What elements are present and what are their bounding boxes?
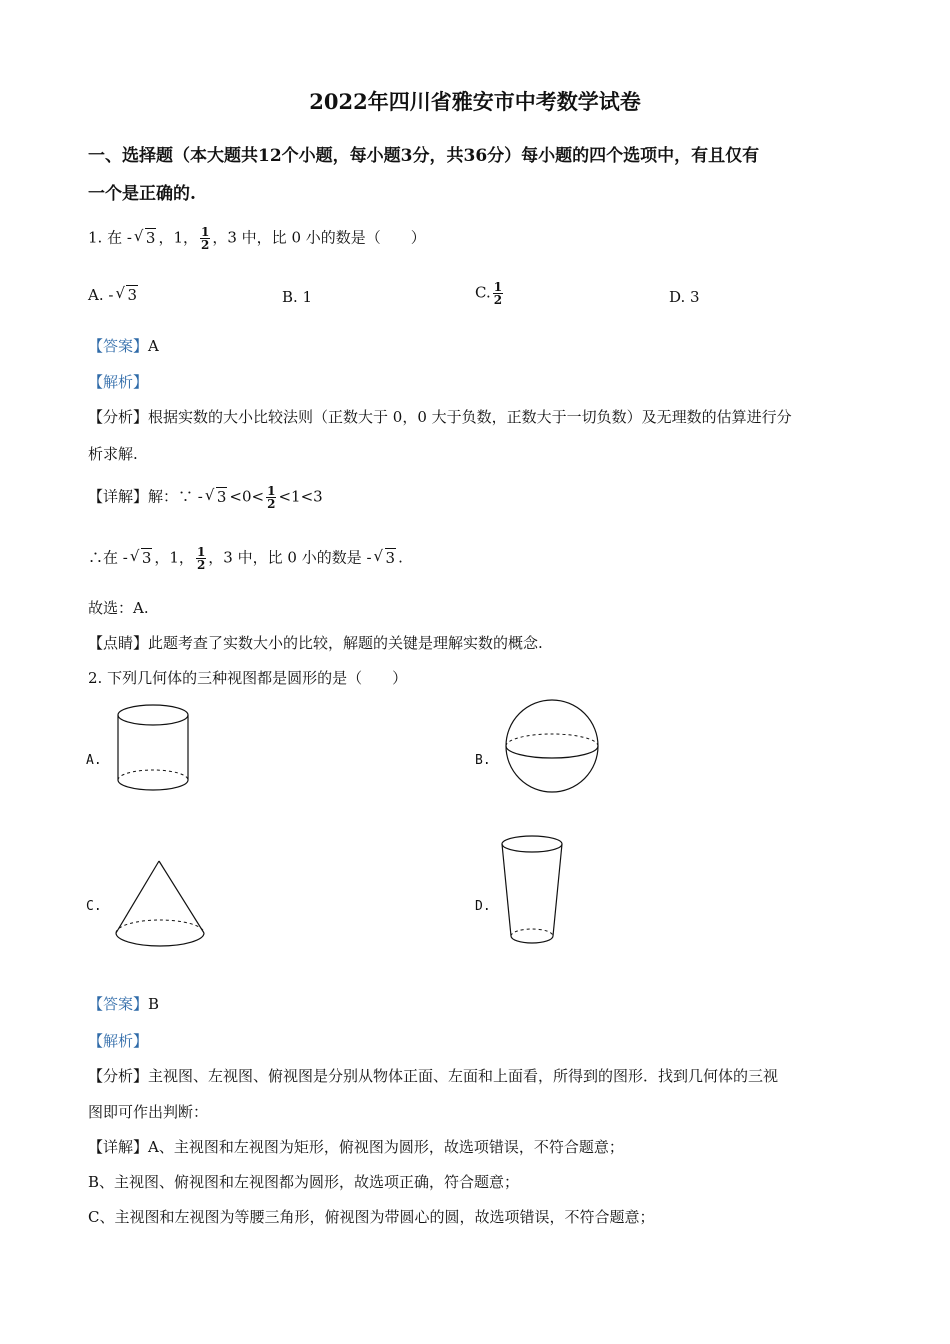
- q1-option-b: B. 1: [282, 288, 313, 306]
- q2-label-a: A.: [86, 753, 102, 768]
- sphere-icon: [500, 700, 604, 796]
- q1-analysis-tag: 【解析】: [88, 373, 149, 391]
- page-title: 2022年四川省雅安市中考数学试卷: [309, 89, 641, 114]
- q1-detail: 【详解】解：∵ - √ 3 <0< $\frac{1}{2}$ <1<3: [88, 484, 323, 511]
- q2-label-b: B.: [475, 753, 491, 768]
- q1-choose: 故选：A.: [88, 599, 149, 617]
- section-heading-line2: 一个是正确的.: [88, 184, 196, 204]
- q2-detail-b: B、主视图、俯视图和左视图都为圆形，故选项正确，符合题意；: [88, 1173, 520, 1191]
- q2-detail-c: C、主视图和左视图为等腰三角形，俯视图为带圆心的圆，故选项错误，不符合题意；: [88, 1208, 655, 1226]
- fraction: $\frac{1}{2}$: [201, 225, 210, 252]
- q2-stem: 2. 下列几何体的三种视图都是圆形的是（ ）: [88, 669, 408, 687]
- q1-therefore: ∴在 - √ 3 ，1， $\frac{1}{2}$ ，3 中，比 0 小的数是 - √ 3 .: [88, 545, 403, 572]
- q1-dianjing: 【点睛】此题考查了实数大小的比较，解题的关键是理解实数的概念.: [88, 634, 543, 652]
- q2-fenxi-cont: 图即可作出判断：: [88, 1103, 209, 1121]
- cone-icon: [110, 857, 210, 957]
- q2-label-d: D.: [475, 899, 491, 914]
- q1-fenxi: 【分析】根据实数的大小比较法则（正数大于 0，0 大于负数，正数大于一切负数）及无理数的估算进行分: [88, 408, 792, 426]
- q2-analysis-tag: 【解析】: [88, 1032, 149, 1050]
- sqrt-symbol: √ 3: [133, 226, 156, 247]
- section-heading-line1: 一、选择题（本大题共12个小题，每小题3分，共36分）每小题的四个选项中，有且仅有: [88, 146, 760, 166]
- q1-fenxi-cont: 析求解.: [88, 445, 138, 463]
- cup-icon: [498, 832, 570, 954]
- q2-detail-a: 【详解】A、主视图和左视图为矩形，俯视图为圆形，故选项错误，不符合题意；: [88, 1138, 624, 1156]
- q1-stem: 1. 在 - √ 3 ，1， $\frac{1}{2}$ ，3 中，比 0 小的数是（ ）: [88, 225, 426, 252]
- q1-answer: 【答案】A: [88, 337, 159, 355]
- q1-stem-prefix: 1. 在 -: [88, 228, 132, 247]
- q2-label-c: C.: [86, 899, 102, 914]
- q1-option-a: A. - √ 3: [88, 284, 137, 304]
- q1-option-d: D. 3: [669, 288, 700, 306]
- q2-answer: 【答案】B: [88, 995, 160, 1013]
- q1-option-c: C. $\frac{1}{2}$: [475, 280, 503, 307]
- q2-fenxi: 【分析】主视图、左视图、俯视图是分别从物体正面、左面和上面看，所得到的图形．找到几何体的三视: [88, 1067, 779, 1085]
- cylinder-icon: [112, 700, 196, 796]
